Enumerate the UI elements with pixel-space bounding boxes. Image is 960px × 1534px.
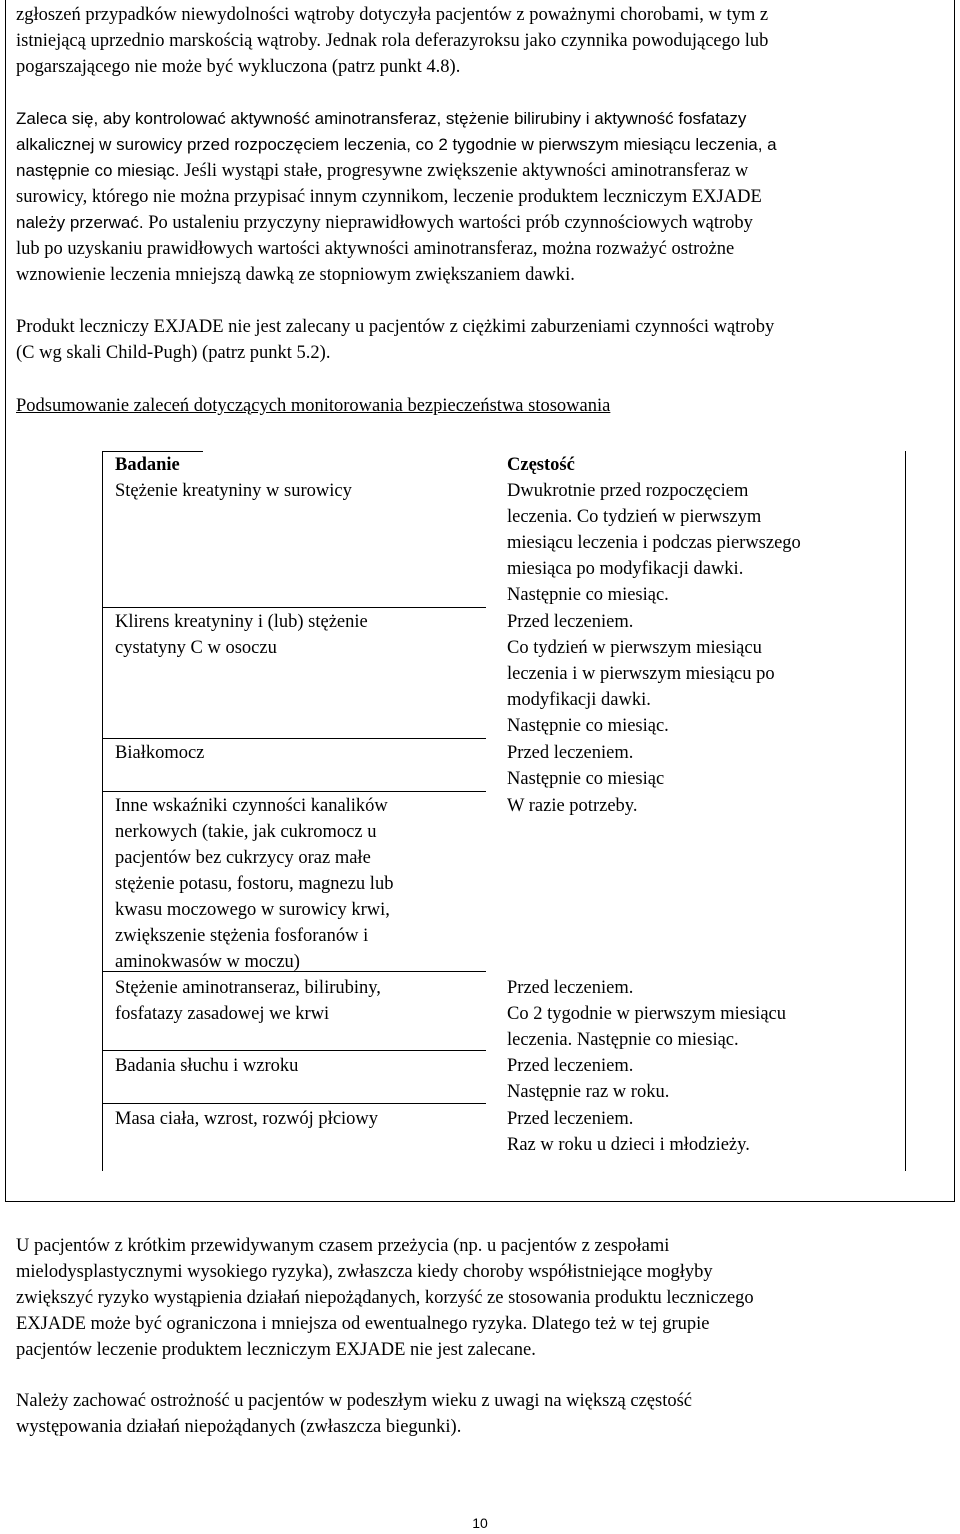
text-line: zwiększyć ryzyko wystąpienia działań niepożądanych, korzyść ze stosowania produktu leczniczego bbox=[16, 1288, 754, 1308]
text-line: U pacjentów z krótkim przewidywanym czasem przeżycia (np. u pacjentów z zespołami bbox=[16, 1236, 670, 1256]
cell-line: Inne wskaźniki czynności kanalików bbox=[115, 796, 388, 816]
table-cell-frequency bbox=[507, 793, 887, 819]
cell-line: Przed leczeniem. bbox=[507, 743, 634, 763]
text-segment: Po ustaleniu przyczyny nieprawidłowych wartości prób czynnościowych wątroby bbox=[143, 213, 753, 233]
cell-line: aminokwasów w moczu) bbox=[115, 952, 300, 972]
elderly-paragraph bbox=[16, 1388, 944, 1440]
row-divider bbox=[102, 607, 486, 608]
table-header-test: Badanie bbox=[115, 455, 180, 475]
table-cell-frequency bbox=[507, 1106, 887, 1158]
table-cell-frequency bbox=[507, 609, 887, 739]
cell-line: Następnie co miesiąc. bbox=[507, 716, 669, 736]
text-line: Produkt leczniczy EXJADE nie jest zalecany u pacjentów z ciężkimi zaburzeniami czynności wątroby bbox=[16, 317, 775, 337]
cell-line: cystatyny C w osoczu bbox=[115, 638, 277, 658]
table-cell-test bbox=[115, 793, 485, 975]
text-segment: należy przerwać. bbox=[16, 213, 144, 232]
cell-line: Przed leczeniem. bbox=[507, 1056, 634, 1076]
cell-line: Następnie co miesiąc bbox=[507, 769, 665, 789]
text-line: pogarszającego nie może być wykluczona (patrz punkt 4.8). bbox=[16, 57, 461, 77]
row-divider bbox=[102, 738, 486, 739]
cell-line: Następnie raz w roku. bbox=[507, 1082, 670, 1102]
cell-line: stężenie potasu, fostoru, magnezu lub bbox=[115, 874, 394, 894]
cell-line: Białkomocz bbox=[115, 743, 205, 763]
row-divider bbox=[102, 791, 486, 792]
table-cell-test bbox=[115, 478, 485, 504]
cell-line: modyfikacji dawki. bbox=[507, 690, 651, 710]
intro-paragraph bbox=[16, 2, 944, 80]
cell-line: miesiącu leczenia i podczas pierwszego bbox=[507, 533, 801, 553]
text-line: mielodysplastycznymi wysokiego ryzyka), zwłaszcza kiedy choroby współistniejące mogłyby bbox=[16, 1262, 713, 1282]
text-line: surowicy, którego nie można przypisać innym czynnikom, leczenie produktem leczniczym EXJADE bbox=[16, 187, 762, 207]
cell-line: leczenia i w pierwszym miesiącu po bbox=[507, 664, 775, 684]
table-cell-test bbox=[115, 975, 485, 1027]
text-segment: następnie co miesiąc. bbox=[16, 161, 180, 180]
cell-line: Następnie co miesiąc. bbox=[507, 585, 669, 605]
cell-line: Dwukrotnie przed rozpoczęciem bbox=[507, 481, 749, 501]
table-left-border bbox=[102, 451, 103, 1171]
mds-paragraph bbox=[16, 1233, 944, 1363]
cell-line: Raz w roku u dzieci i młodzieży. bbox=[507, 1135, 750, 1155]
table-right-border bbox=[905, 451, 906, 1171]
cell-line: Stężenie aminotranseraz, bilirubiny, bbox=[115, 978, 381, 998]
text-line: lub po uzyskaniu prawidłowych wartości aktywności aminotransferaz, można rozważyć ostrożne bbox=[16, 239, 735, 259]
table-cell-frequency bbox=[507, 1053, 887, 1105]
cell-line: Klirens kreatyniny i (lub) stężenie bbox=[115, 612, 368, 632]
page-number: 10 bbox=[472, 1515, 488, 1531]
table-cell-frequency bbox=[507, 975, 887, 1053]
cell-line: Co tydzień w pierwszym miesiącu bbox=[507, 638, 762, 658]
table-cell-frequency bbox=[507, 478, 887, 608]
cell-line: Masa ciała, wzrost, rozwój płciowy bbox=[115, 1109, 379, 1129]
table-cell-test bbox=[115, 1106, 485, 1132]
cell-line: zwiększenie stężenia fosforanów i bbox=[115, 926, 369, 946]
text-line: Zaleca się, aby kontrolować aktywność aminotransferaz, stężenie bilirubiny i aktywność fosfatazy bbox=[16, 109, 747, 128]
row-divider bbox=[102, 1103, 486, 1104]
summary-heading: Podsumowanie zaleceń dotyczących monitorowania bezpieczeństwa stosowania bbox=[16, 396, 611, 416]
text-line: Należy zachować ostrożność u pacjentów w podeszłym wieku z uwagi na większą częstość bbox=[16, 1391, 693, 1411]
text-line: EXJADE może być ograniczona i mniejsza od ewentualnego ryzyka. Dlatego też w tej grupie bbox=[16, 1314, 710, 1334]
cell-line: miesiąca po modyfikacji dawki. bbox=[507, 559, 744, 579]
cell-line: Badania słuchu i wzroku bbox=[115, 1056, 299, 1076]
cell-line: pacjentów bez cukrzycy oraz małe bbox=[115, 848, 371, 868]
row-divider bbox=[102, 1050, 486, 1051]
cell-line: leczenia. Następnie co miesiąc. bbox=[507, 1030, 739, 1050]
text-line: wznowienie leczenia mniejszą dawką ze stopniowym zwiększaniem dawki. bbox=[16, 265, 575, 285]
table-cell-test bbox=[115, 1053, 485, 1079]
cell-line: Stężenie kreatyniny w surowicy bbox=[115, 481, 352, 501]
monitoring-paragraph bbox=[16, 106, 944, 288]
childpugh-paragraph bbox=[16, 314, 944, 366]
cell-line: Przed leczeniem. bbox=[507, 1109, 634, 1129]
text-line: pacjentów leczenie produktem leczniczym EXJADE nie jest zalecane. bbox=[16, 1340, 536, 1360]
table-cell-test bbox=[115, 609, 485, 661]
text-segment: Jeśli wystąpi stałe, progresywne zwiększenie aktywności aminotransferaz w bbox=[179, 161, 749, 181]
text-line: zgłoszeń przypadków niewydolności wątroby dotyczyła pacjentów z poważnymi chorobami, w tym z bbox=[16, 5, 769, 25]
text-line: alkalicznej w surowicy przed rozpoczęciem leczenia, co 2 tygodnie w pierwszym miesiącu leczenia, a bbox=[16, 135, 777, 154]
cell-line: kwasu moczowego w surowicy krwi, bbox=[115, 900, 390, 920]
text-line: (C wg skali Child-Pugh) (patrz punkt 5.2). bbox=[16, 343, 331, 363]
cell-line: fosfatazy zasadowej we krwi bbox=[115, 1004, 330, 1024]
cell-line: Przed leczeniem. bbox=[507, 612, 634, 632]
cell-line: W razie potrzeby. bbox=[507, 796, 638, 816]
table-cell-frequency bbox=[507, 740, 887, 792]
text-line: istniejącą uprzednio marskością wątroby. Jednak rola deferazyroksu jako czynnika powodującego lub bbox=[16, 31, 769, 51]
cell-line: Przed leczeniem. bbox=[507, 978, 634, 998]
table-header-frequency: Częstość bbox=[507, 455, 575, 475]
cell-line: leczenia. Co tydzień w pierwszym bbox=[507, 507, 762, 527]
cell-line: nerkowych (takie, jak cukromocz u bbox=[115, 822, 377, 842]
text-line: występowania działań niepożądanych (zwłaszcza biegunki). bbox=[16, 1417, 462, 1437]
table-cell-test bbox=[115, 740, 485, 766]
cell-line: Co 2 tygodnie w pierwszym miesiącu bbox=[507, 1004, 786, 1024]
